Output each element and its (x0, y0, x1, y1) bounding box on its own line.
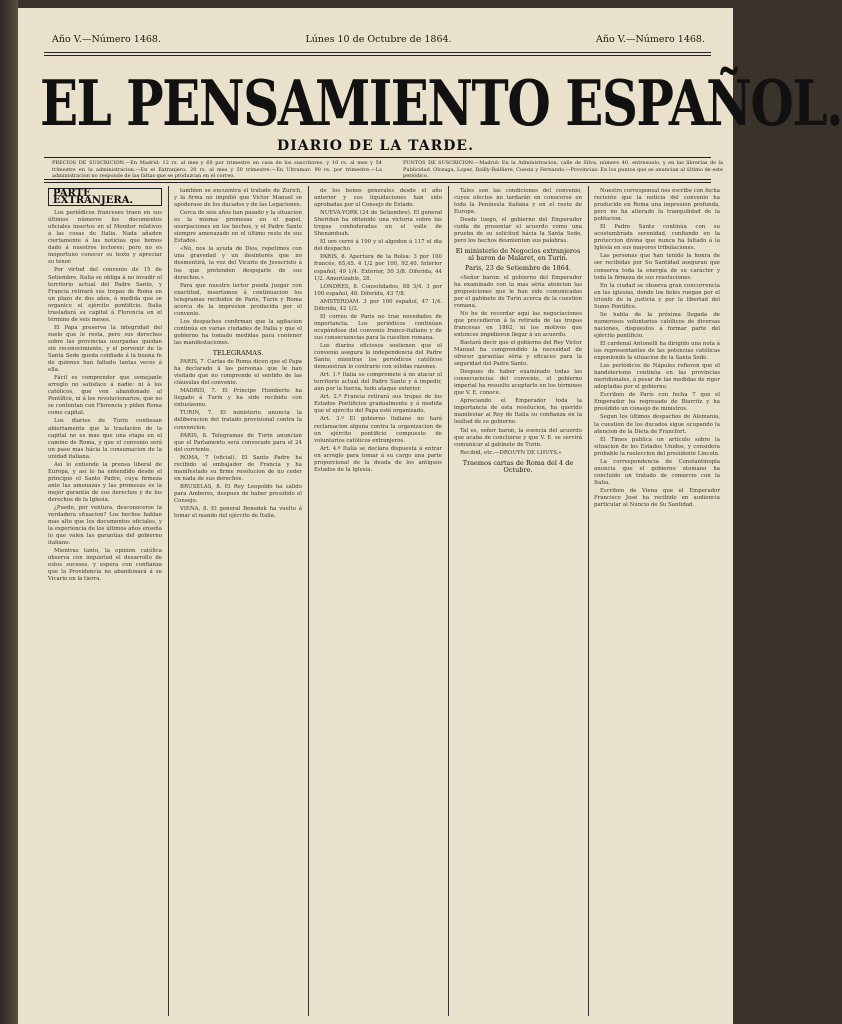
header-rule-bottom (44, 179, 711, 180)
article-paragraph: Los diarios oficiosos sostienen que el convenio asegura la independencia del Padre Santo, mientras los periódicos católicos demuestran lo contrario con sólidas razones. (314, 342, 442, 371)
article-paragraph: El cardenal Antonelli ha dirigido una nota á los representantes de las potencias católicas exponiendo la situacion de la Santa Sede. (594, 340, 720, 362)
article-paragraph: Segun los últimos despachos de Alemania, la cuestion de los ducados sigue ocupando la atencion de la Dieta de Francfort. (594, 414, 720, 435)
column-2 (174, 188, 302, 1018)
dispatch-paragraph: «Señor baron: el gobierno del Emperador ha examinado con la mas séria atencion las proposiciones que le han sido comunicadas por el gabinete de Turin acerca de la cuestion romana. (454, 274, 582, 309)
header-rule-mid (44, 157, 711, 158)
article-paragraph: El correo de Paris no trae novedades de importancia. Los periódicos continúan ocupándose del convenio franco-italiano y de sus consecuencias para la cuestion romana. (314, 313, 442, 341)
dispatch-date: Paris, 23 de Setiembre de 1864. (465, 264, 571, 273)
article-paragraph: Las personas que han tenido la honra de ser recibidas por Su Santidad aseguran que conserva toda la energía de su carácter y toda la firmeza de sus resoluciones. (594, 253, 720, 281)
header-rule-top (44, 52, 711, 53)
masthead-title: EL PENSAMIENTO ESPAÑOL. (40, 66, 842, 140)
column-separator (168, 186, 169, 1016)
market-quote: LÓNDRES, 8. Consolidados, 88 3/4. 3 por 100 español, 48. Diferida, 43 7/8. (314, 283, 442, 297)
article-paragraph: Se habla de la próxima llegada de numerosos voluntarios católicos de diversas naciones, dispuestos á formar parte del ejército pontificio. (594, 311, 720, 339)
article-paragraph: El Times publica un artículo sobre la situacion de los Estados Unidos, y considera probable la reeleccion del presidente Lincoln. (594, 436, 720, 457)
article-paragraph: Tales son las condiciones del convenio, cuyos efectos no tardarán en conocerse en toda la Península italiana y en el resto de Europa. (454, 188, 582, 216)
section-title: PARTE EXTRANJERA. (48, 188, 162, 206)
subscription-points: PUNTOS DE SUSCRICION.—Madrid: En la Administracion, calle de Silva, número 40, entresuelo, y en las librerías de la Publicidad, Olozaga, Lopez, Bailly-Bailliere, Cuesta y Fernando.—Provincias: En los puntos que se anuncian al último de este periódico. (403, 160, 723, 180)
article-paragraph: Mientras tanto, la opinion católica observa con inquietud el desarrollo de estos sucesos, y espera con confianza que la Providencia no abandonará á su Vicario en la tierra. (48, 548, 162, 583)
masthead-subtitle: DIARIO DE LA TARDE. (277, 138, 474, 154)
column-separator (448, 186, 449, 1016)
article-paragraph: Así lo entiende la prensa liberal de Europa, y así lo ha entendido desde el principio el Santo Padre, cuya firmeza ante las amenazas y las promesas es la mejor garantía de sus derechos y de los derechos de la Iglesia. (48, 461, 162, 503)
telegram: ROMA, 7 (oficial). El Santo Padre ha recibido al embajador de Francia y ha manifestado su firme resolucion de no ceder en nada de sus derechos. (174, 454, 302, 482)
dispatch-paragraph: Bastará decir que el gobierno del Rey Victor Manuel ha comprendido la necesidad de ofrecer garantías séria y eficaces para la seguridad del Padre Santo. (454, 339, 582, 368)
dispatch-paragraph: Recibid, etc.—DROUYN DE LHUYS.» (460, 449, 562, 456)
article-paragraph: NUEVA-YORK (24 de Setiembre). El general Sheridan ha obtenido una victoria sobre las tropas confederadas en el valle de Shenandoah. (314, 210, 442, 238)
market-quote: AMSTERDAM. 3 por 100 español, 47 1/4. Diferida, 42 1/2. (314, 298, 442, 312)
column-5 (594, 188, 720, 1018)
telegram: PARIS, 8. Telegramas de Turin anuncian que el Parlamento será convocado para el 24 del corriente. (174, 432, 302, 453)
telegram: MADRID, 7. El Príncipe Humberto ha llegado á Turin y ha sido recibido con entusiasmo. (174, 388, 302, 409)
article-paragraph: El Padre Santo continúa con su acostumbrada serenidad, confiando en la proteccion divina que nunca ha faltado á la Iglesia en sus mayores tribulaciones. (594, 224, 720, 252)
column-4 (454, 188, 582, 1018)
article-paragraph: tambien se encuentra el tratado de Zurich, y la firma no impidió que Victor Manuel se apoderase de los ducados y de las Legaciones. (174, 188, 302, 209)
column-separator (588, 186, 589, 1016)
dispatch-paragraph: Despues de haber examinado todas las consecuencias del convenio, el gobierno imperial ha resuelto aceptarlo en los términos que V. E. conoce. (454, 369, 582, 397)
article-paragraph: «Nó, nos la ayuda de Dios, repetimos con una gravedad y un desinterés que no desmentirá, la voz del Vicario de Jesucristo á los que pretenden despojarle de sus derechos.» (174, 246, 302, 281)
newspaper-page (18, 8, 842, 1024)
article-paragraph: La correspondencia de Constantinopla anuncia que el gobierno otomano ha concluido un tratado de comercio con la Italia. (594, 458, 720, 486)
article-paragraph: El oro cerró á 190 y el algodon á 117 el dia del despacho. (314, 239, 442, 253)
telegram: VIENA, 8. El general Benedek ha vuelto á tomar el mando del ejército de Italia. (174, 506, 302, 520)
article-paragraph: Cerca de seis años han pasado y la situacion es la misma: promesas en el papel, usurpaciones en los hechos, y el Padre Santo siempre amenazado en el último resto de sus Estados. (174, 210, 302, 245)
telegrams-heading: TELEGRAMAS. (212, 349, 264, 358)
article-paragraph: Nuestro corresponsal nos escribe con fecha reciente que la noticia del convenio ha producido en Roma una impresion profunda, pero no ha alterado la tranquilidad de la poblacion. (594, 188, 720, 223)
article-paragraph: Art. 4.º Italia se declara dispuesta á entrar en arreglo para tomar á su cargo una parte proporcional de la deuda de los antiguos Estados de la Iglesia. (314, 445, 442, 473)
article-paragraph: Art. 3.º El gobierno italiano no hará reclamacion alguna contra la organizacion de un ejército pontificio compuesto de voluntarios católicos extranjeros. (314, 416, 442, 444)
header-rule-bottom-2 (44, 182, 711, 183)
article-paragraph: El Papa preserva la integridad del suelo que le resta, pero sus derechos sobre las provincias usurpadas quedan sin reconocimiento, y el porvenir de la Santa Sede queda confiado á la buena fe de quienes han faltado tantas veces á ella. (48, 324, 162, 374)
article-paragraph: Los diarios de Turin confiesan abiertamente que la traslacion de la capital no es mas que una etapa en el camino de Roma, y que el convenio será un paso mas hácia la consumacion de la unidad italiana. (48, 418, 162, 460)
dispatch-heading: El ministerio de Negocios extranjeros al baron de Malaret, en Turin. (455, 247, 581, 263)
telegram: BRUSELAS, 8. El Rey Leopoldo ha salido para Amberes, despues de haber presidido el Consejo. (174, 483, 302, 504)
issue-left: Año V.—Número 1468. (52, 34, 161, 45)
article-paragraph: ¿Puede, por ventura, desconocerse la verdadera situacion? Los hechos hablan mas alto que los documentos oficiales, y la experiencia de los últimos años enseña lo que valen las garantías del gobierno italiano. (48, 505, 162, 547)
article-paragraph: Escriben de Viena que el Emperador Francisco José ha recibido en audiencia particular al Nuncio de Su Santidad. (594, 487, 720, 509)
column-3 (314, 188, 442, 1018)
issue-right: Año V.—Número 1468. (596, 34, 705, 45)
column-separator (308, 186, 309, 1016)
article-paragraph: Desde luego, el gobierno del Emperador cuida de presentar el acuerdo como una prueba de su solicitud hácia la Santa Sede, pero los hechos desmienten sus palabras. (454, 217, 582, 245)
dispatch-paragraph: Apreciando el Emperador toda la importancia de esta resolucion, ha querido manifestar al Rey de Italia su confianza en la lealtad de su gobierno. (454, 398, 582, 426)
header-rule-top-2 (44, 55, 711, 56)
article-paragraph: Los periódicos franceses traen en sus últimos números los documentos oficiales insertos en el Monitor relativos á las cosas de Italia. Nada añaden ciertamente á las noticias que hemos dado á nuestros lectores; pero no es inoportuno conocer su texto y apreciar su tenor. (48, 210, 162, 266)
article-paragraph: Por virtud del convenio de 15 de Setiembre, Italia se obliga á no invadir el territorio actual del Padre Santo, y Francia retirará sus tropas de Roma en un plazo de dos años, á medida que se organice el ejército pontificio. Italia trasladará su capital á Florencia en el término de seis meses. (48, 267, 162, 323)
dispatch-paragraph: Tal es, señor baron, la esencia del acuerdo que acaba de concluirse y que V. E. se servirá comunicar al gabinete de Turin. (454, 427, 582, 448)
dispatch-paragraph: No he de recordar aquí las negociaciones que precedieron á la retirada de las tropas francesas en 1862, ni los motivos que entonces impidieron llegar á un acuerdo. (454, 310, 582, 338)
article-paragraph: En la ciudad se observa gran concurrencia en las iglesias, donde los fieles ruegan por el triunfo de la justicia y por la libertad del Sumo Pontífice. (594, 282, 720, 310)
column-1 (48, 188, 162, 1018)
article-paragraph: Los despachos confirman que la agitacion continúa en varias ciudades de Italia y que el gobierno ha tomado medidas para contener las manifestaciones. (174, 318, 302, 346)
issue-line (18, 34, 733, 45)
closing-note: Traemos cartas de Roma del 4 de Octubre. (462, 458, 574, 474)
article-paragraph: Art. 2.º Francia retirará sus tropas de los Estados Pontificios gradualmente y á medida que el ejército del Papa esté organizado. (314, 394, 442, 415)
issue-date: Lúnes 10 de Octubre de 1864. (305, 34, 452, 45)
telegram: PARIS, 7. Cartas de Roma dicen que el Papa ha declarado á las personas que le han visitado que no comprende el sentido de las cláusulas del convenio. (174, 359, 302, 387)
article-paragraph: Art. 1.º Italia se compromete á no atacar el territorio actual del Padre Santo y á impedir, aun por la fuerza, todo ataque exterior. (314, 372, 442, 393)
article-paragraph: Fácil es comprender que semejante arreglo no satisface á nadie: ni á los católicos, que ven abandonado al Pontífice, ni á los revolucionarios, que no se contentan con Florencia y piden Roma como capital. (48, 375, 162, 417)
article-paragraph: de los bonos generales desde el año anterior y sus liquidaciones han sido aprobadas por el Consejo de Estado. (314, 188, 442, 209)
article-paragraph: Para que nuestro lector pueda juzgar con exactitud, insertamos á continuacion los telegramas recibidos de Paris, Turin y Roma acerca de la impresion producida por el convenio. (174, 282, 302, 317)
telegram: TURIN, 7. El ministerio anuncia la deliberacion del tratado provisional contra la convencion. (174, 410, 302, 431)
article-paragraph: Escriben de París con fecha 7 que el Emperador ha regresado de Biarritz y ha presidido un consejo de ministros. (594, 392, 720, 413)
page-fold-shadow (0, 0, 18, 1024)
article-paragraph: Los periódicos de Nápoles refieren que el bandolerismo continúa en las provincias meridionales, á pesar de las medidas de rigor adoptadas por el gobierno. (594, 363, 720, 391)
subscription-prices: PRECIOS DE SUSCRICION.—En Madrid: 12 rs. al mes y 60 por trimestre en casa de los suscritores, y 10 rs. al mes y 54 trimestre en la administracion.—En el Extranjero: 20 rs. al mes y 50 trimestre.—En Ultramar: 90 rs. por trimestre.—La administracion no responde de las faltas que se produzcan en el correo. (52, 160, 382, 180)
market-quote: PARIS, 8. Apertura de la Bolsa: 3 por 100 francés, 65,45. 4 1/2 por 100, 92,40. Interior español, 49 1/4. Exterior, 50 3/8. Diferida, 44 1/2. Amortizable, 28. (314, 254, 442, 282)
